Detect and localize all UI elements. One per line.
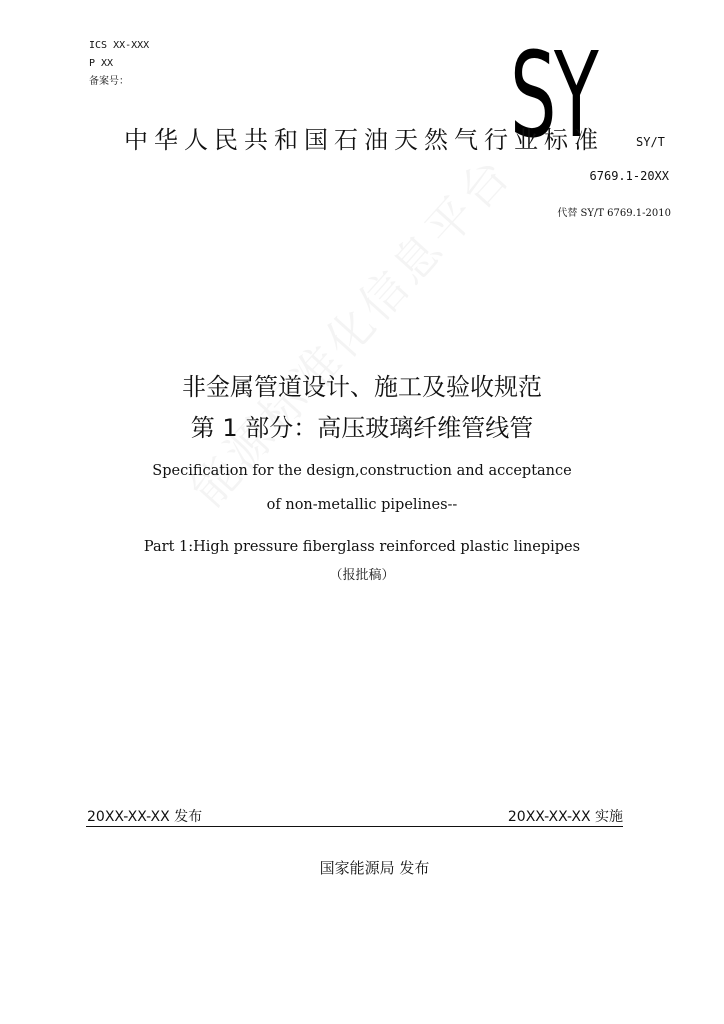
- title-zh-line2-text: 第 1 部分：高压玻璃纤维管线管: [190, 414, 534, 442]
- title-zh-line1: [0, 371, 724, 403]
- title-en-line3: [0, 536, 724, 557]
- title-en-line3-text: Part 1:High pressure fiberglass reinforced plastic linepipes: [143, 539, 581, 555]
- publisher: 国家能源局 发布: [319, 859, 430, 877]
- title-zh-line2: [0, 412, 724, 444]
- sy-logo: SY: [510, 26, 597, 164]
- issue-date: 20XX-XX-XX 发布: [87, 809, 203, 825]
- standard-code-number: 6769.1-20XX: [589, 169, 669, 183]
- ics-code: ICS XX-XXX: [89, 40, 150, 51]
- title-en-line2: [0, 494, 724, 515]
- title-en-line2-text: of non-metallic pipelines--: [266, 497, 458, 513]
- draft-status-text: （报批稿）: [329, 568, 395, 583]
- title-zh-line1-text: 非金属管道设计、施工及验收规范: [182, 373, 542, 401]
- standard-category-name: 中华人民共和国石油天然气行业标准: [124, 126, 604, 154]
- footer-divider: [86, 826, 623, 827]
- ccs-code: P XX: [89, 58, 114, 69]
- implement-date: 20XX-XX-XX 实施: [507, 809, 623, 825]
- title-en-line1-text: Specification for the design,construction and acceptance: [152, 463, 572, 479]
- standard-code-prefix: SY/T: [636, 135, 665, 149]
- title-en-line1: [0, 460, 724, 481]
- replaces-standard: 代替 SY/T 6769.1-2010: [557, 208, 671, 219]
- record-number-label: 备案号：: [89, 76, 129, 87]
- draft-status: [0, 564, 724, 585]
